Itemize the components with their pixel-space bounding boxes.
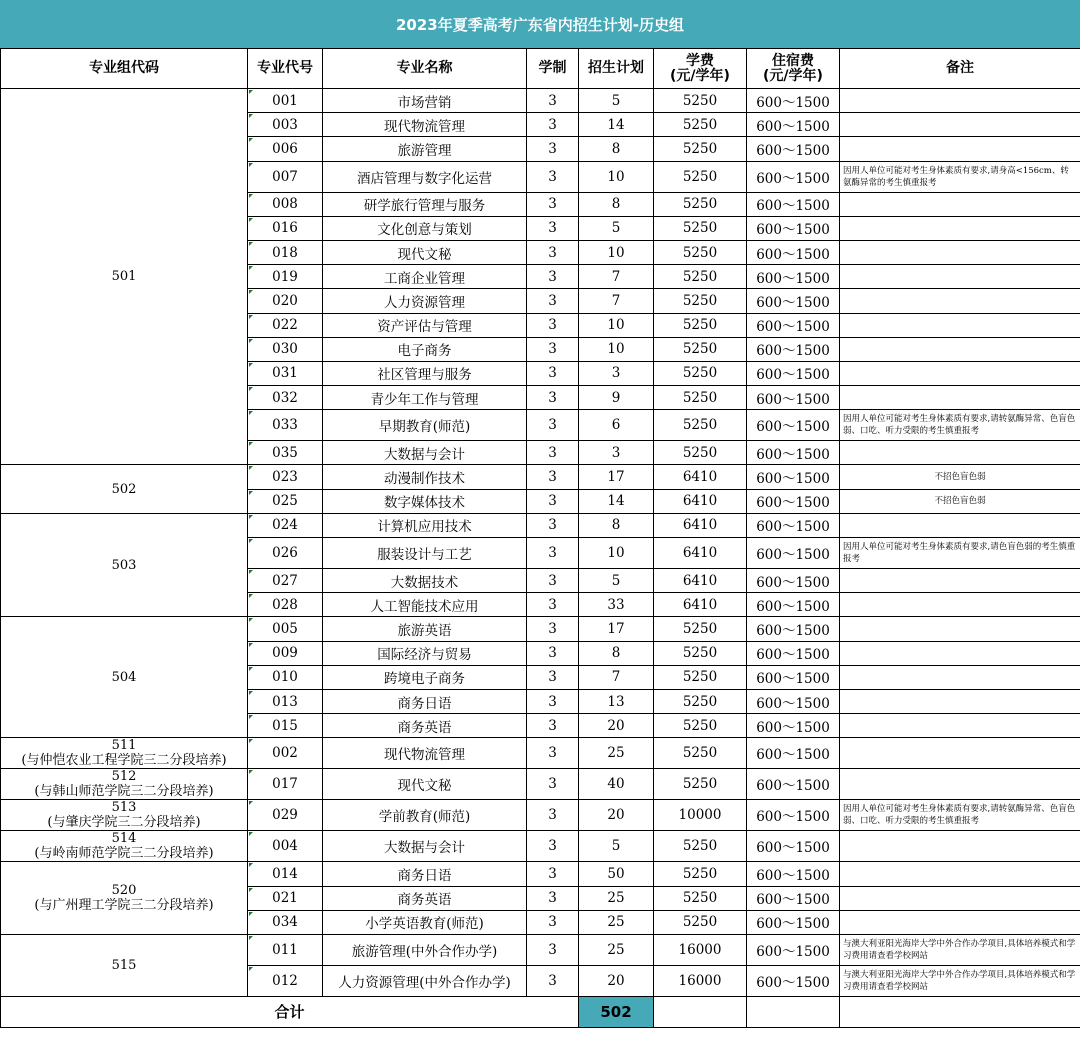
major-name-cell: 服装设计与工艺: [323, 538, 527, 569]
major-code-cell: 035: [248, 441, 323, 465]
dorm-cell: 600～1500: [747, 831, 840, 862]
tuition-cell: 5250: [654, 910, 747, 934]
table-row: [1, 513, 1080, 537]
header-dorm-line2: (元/学年): [763, 67, 823, 84]
dorm-cell: 600～1500: [747, 386, 840, 410]
duration-cell: 3: [527, 216, 579, 240]
duration-cell: 3: [527, 113, 579, 137]
tuition-cell: 5250: [654, 714, 747, 738]
major-code-cell: 025: [248, 489, 323, 513]
note-cell: 与澳大利亚阳光海岸大学中外合作办学项目,具体培养模式和学习费用请查看学校网站: [840, 934, 1080, 965]
note-cell: [840, 386, 1080, 410]
major-code-cell: 032: [248, 386, 323, 410]
dorm-cell: 600～1500: [747, 337, 840, 361]
tuition-cell: 5250: [654, 862, 747, 886]
major-name-cell: 市场营销: [323, 89, 527, 113]
plan-cell: 33: [579, 593, 654, 617]
major-name-cell: 国际经济与贸易: [323, 641, 527, 665]
group-code-cell: [1, 800, 248, 831]
tuition-cell: 5250: [654, 886, 747, 910]
header-tuition: [654, 49, 747, 89]
plan-cell: 25: [579, 886, 654, 910]
duration-cell: 3: [527, 313, 579, 337]
note-cell: [840, 89, 1080, 113]
header-dorm-line1: 住宿费: [772, 52, 814, 69]
duration-cell: 3: [527, 665, 579, 689]
total-label: 合计: [1, 996, 579, 1027]
dorm-cell: 600～1500: [747, 513, 840, 537]
duration-cell: 3: [527, 886, 579, 910]
major-name-cell: 早期教育(师范): [323, 410, 527, 441]
dorm-cell: 600～1500: [747, 441, 840, 465]
major-code-cell: 012: [248, 965, 323, 996]
duration-cell: 3: [527, 513, 579, 537]
dorm-cell: 600～1500: [747, 641, 840, 665]
tuition-cell: 5250: [654, 410, 747, 441]
major-name-cell: 青少年工作与管理: [323, 386, 527, 410]
duration-cell: 3: [527, 265, 579, 289]
tuition-cell: 5250: [654, 313, 747, 337]
header-plan: 招生计划: [579, 49, 654, 89]
dorm-cell: 600～1500: [747, 934, 840, 965]
note-cell: [840, 593, 1080, 617]
plan-cell: 10: [579, 240, 654, 264]
major-name-cell: 旅游英语: [323, 617, 527, 641]
major-code-cell: 026: [248, 538, 323, 569]
note-cell: [840, 641, 1080, 665]
tuition-cell: 6410: [654, 465, 747, 489]
table-row: [1, 465, 1080, 489]
plan-cell: 3: [579, 441, 654, 465]
plan-cell: 10: [579, 313, 654, 337]
major-code-cell: 005: [248, 617, 323, 641]
dorm-cell: 600～1500: [747, 265, 840, 289]
major-code-cell: 028: [248, 593, 323, 617]
note-cell: [840, 689, 1080, 713]
note-cell: 与澳大利亚阳光海岸大学中外合作办学项目,具体培养模式和学习费用请查看学校网站: [840, 965, 1080, 996]
total-value: 502: [579, 996, 654, 1027]
major-name-cell: 学前教育(师范): [323, 800, 527, 831]
table-row: [1, 89, 1080, 113]
note-cell: 不招色盲色弱: [840, 465, 1080, 489]
note-cell: 因用人单位可能对考生身体素质有要求,请转氨酶异常、色盲色弱、口吃、听力受限的考生慎重报考: [840, 800, 1080, 831]
group-number: 513: [111, 800, 137, 816]
major-code-cell: 022: [248, 313, 323, 337]
major-name-cell: 资产评估与管理: [323, 313, 527, 337]
plan-cell: 7: [579, 665, 654, 689]
dorm-cell: 600～1500: [747, 862, 840, 886]
duration-cell: 3: [527, 161, 579, 192]
major-name-cell: 计算机应用技术: [323, 513, 527, 537]
table-row: [1, 769, 1080, 800]
plan-cell: 6: [579, 410, 654, 441]
tuition-cell: 6410: [654, 538, 747, 569]
major-code-cell: 007: [248, 161, 323, 192]
plan-cell: 7: [579, 289, 654, 313]
note-cell: 因用人单位可能对考生身体素质有要求,请转氨酶异常、色盲色弱、口吃、听力受限的考生慎重报考: [840, 410, 1080, 441]
note-cell: 因用人单位可能对考生身体素质有要求,请色盲色弱的考生慎重报考: [840, 538, 1080, 569]
table-row: [1, 862, 1080, 886]
plan-cell: 7: [579, 265, 654, 289]
dorm-cell: 600～1500: [747, 240, 840, 264]
dorm-cell: 600～1500: [747, 689, 840, 713]
plan-cell: 17: [579, 617, 654, 641]
note-cell: [840, 910, 1080, 934]
tuition-cell: 5250: [654, 441, 747, 465]
group-code-cell: 501: [1, 89, 248, 465]
major-code-cell: 006: [248, 137, 323, 161]
note-cell: [840, 265, 1080, 289]
header-group-code: 专业组代码: [1, 49, 248, 89]
major-name-cell: 人工智能技术应用: [323, 593, 527, 617]
major-name-cell: 酒店管理与数字化运营: [323, 161, 527, 192]
dorm-cell: 600～1500: [747, 910, 840, 934]
major-name-cell: 人力资源管理(中外合作办学): [323, 965, 527, 996]
group-number: 514: [111, 831, 137, 847]
plan-cell: 10: [579, 337, 654, 361]
dorm-cell: 600～1500: [747, 617, 840, 641]
note-cell: [840, 862, 1080, 886]
major-code-cell: 030: [248, 337, 323, 361]
major-code-cell: 008: [248, 192, 323, 216]
table-row: [1, 934, 1080, 965]
note-cell: [840, 569, 1080, 593]
tuition-cell: 5250: [654, 361, 747, 385]
duration-cell: 3: [527, 689, 579, 713]
tuition-cell: 5250: [654, 665, 747, 689]
table-row: [1, 617, 1080, 641]
tuition-cell: 6410: [654, 489, 747, 513]
major-code-cell: 001: [248, 89, 323, 113]
group-partner: (与广州理工学院三二分段培养): [34, 898, 214, 914]
dorm-cell: 600～1500: [747, 489, 840, 513]
note-cell: [840, 361, 1080, 385]
duration-cell: 3: [527, 965, 579, 996]
note-cell: 因用人单位可能对考生身体素质有要求,请身高<156cm、转氨酶异常的考生慎重报考: [840, 161, 1080, 192]
duration-cell: 3: [527, 800, 579, 831]
tuition-cell: 5250: [654, 161, 747, 192]
major-name-cell: 大数据技术: [323, 569, 527, 593]
major-name-cell: 大数据与会计: [323, 831, 527, 862]
note-cell: [840, 665, 1080, 689]
plan-cell: 9: [579, 386, 654, 410]
duration-cell: 3: [527, 289, 579, 313]
group-partner: (与仲恺农业工程学院三二分段培养): [21, 753, 227, 769]
tuition-cell: 5250: [654, 289, 747, 313]
plan-cell: 10: [579, 538, 654, 569]
group-code-cell: 503: [1, 513, 248, 617]
plan-cell: 5: [579, 216, 654, 240]
major-code-cell: 010: [248, 665, 323, 689]
note-cell: 不招色盲色弱: [840, 489, 1080, 513]
major-code-cell: 021: [248, 886, 323, 910]
dorm-cell: 600～1500: [747, 714, 840, 738]
major-code-cell: 011: [248, 934, 323, 965]
major-name-cell: 现代物流管理: [323, 738, 527, 769]
duration-cell: 3: [527, 137, 579, 161]
group-code-cell: 515: [1, 934, 248, 996]
table-row: [1, 738, 1080, 769]
dorm-cell: 600～1500: [747, 289, 840, 313]
table-title: 2023年夏季高考广东省内招生计划-历史组: [0, 0, 1080, 48]
dorm-cell: 600～1500: [747, 410, 840, 441]
major-name-cell: 数字媒体技术: [323, 489, 527, 513]
major-code-cell: 029: [248, 800, 323, 831]
total-row: [1, 996, 1080, 1027]
note-cell: [840, 714, 1080, 738]
dorm-cell: 600～1500: [747, 216, 840, 240]
plan-cell: 14: [579, 113, 654, 137]
note-cell: [840, 441, 1080, 465]
major-code-cell: 013: [248, 689, 323, 713]
major-name-cell: 商务日语: [323, 689, 527, 713]
plan-cell: 17: [579, 465, 654, 489]
note-cell: [840, 617, 1080, 641]
major-name-cell: 动漫制作技术: [323, 465, 527, 489]
dorm-cell: 600～1500: [747, 313, 840, 337]
group-code-cell: [1, 769, 248, 800]
duration-cell: 3: [527, 862, 579, 886]
major-code-cell: 014: [248, 862, 323, 886]
plan-cell: 14: [579, 489, 654, 513]
plan-cell: 10: [579, 161, 654, 192]
major-code-cell: 017: [248, 769, 323, 800]
note-cell: [840, 738, 1080, 769]
major-code-cell: 020: [248, 289, 323, 313]
table-row: [1, 800, 1080, 831]
tuition-cell: 5250: [654, 113, 747, 137]
group-number: 511: [111, 738, 137, 754]
major-name-cell: 商务英语: [323, 714, 527, 738]
dorm-cell: 600～1500: [747, 965, 840, 996]
major-name-cell: 商务日语: [323, 862, 527, 886]
group-code-cell: 502: [1, 465, 248, 513]
note-cell: [840, 886, 1080, 910]
plan-cell: 20: [579, 800, 654, 831]
dorm-cell: 600～1500: [747, 886, 840, 910]
tuition-cell: 5250: [654, 689, 747, 713]
tuition-cell: 5250: [654, 192, 747, 216]
tuition-cell: 6410: [654, 569, 747, 593]
duration-cell: 3: [527, 489, 579, 513]
plan-cell: 8: [579, 513, 654, 537]
major-code-cell: 033: [248, 410, 323, 441]
group-partner: (与韩山师范学院三二分段培养): [34, 784, 214, 800]
duration-cell: 3: [527, 361, 579, 385]
plan-cell: 3: [579, 361, 654, 385]
duration-cell: 3: [527, 410, 579, 441]
plan-cell: 20: [579, 714, 654, 738]
duration-cell: 3: [527, 769, 579, 800]
duration-cell: 3: [527, 934, 579, 965]
plan-cell: 5: [579, 89, 654, 113]
header-tuition-line1: 学费: [686, 52, 714, 69]
group-code-cell: [1, 831, 248, 862]
major-name-cell: 现代文秘: [323, 240, 527, 264]
tuition-cell: 5250: [654, 386, 747, 410]
plan-cell: 8: [579, 641, 654, 665]
tuition-cell: 5250: [654, 769, 747, 800]
tuition-cell: 6410: [654, 513, 747, 537]
major-name-cell: 大数据与会计: [323, 441, 527, 465]
note-cell: [840, 113, 1080, 137]
duration-cell: 3: [527, 593, 579, 617]
header-duration: 学制: [527, 49, 579, 89]
dorm-cell: 600～1500: [747, 113, 840, 137]
duration-cell: 3: [527, 831, 579, 862]
dorm-cell: 600～1500: [747, 161, 840, 192]
major-name-cell: 工商企业管理: [323, 265, 527, 289]
duration-cell: 3: [527, 714, 579, 738]
major-name-cell: 旅游管理(中外合作办学): [323, 934, 527, 965]
dorm-cell: 600～1500: [747, 665, 840, 689]
plan-cell: 13: [579, 689, 654, 713]
tuition-cell: 5250: [654, 137, 747, 161]
major-code-cell: 031: [248, 361, 323, 385]
dorm-cell: 600～1500: [747, 738, 840, 769]
major-name-cell: 人力资源管理: [323, 289, 527, 313]
note-cell: [840, 769, 1080, 800]
admission-plan-table: [0, 48, 1080, 1028]
header-dorm: [747, 49, 840, 89]
major-code-cell: 003: [248, 113, 323, 137]
dorm-cell: 600～1500: [747, 593, 840, 617]
major-code-cell: 023: [248, 465, 323, 489]
header-note: 备注: [840, 49, 1080, 89]
tuition-cell: 5250: [654, 337, 747, 361]
major-name-cell: 跨境电子商务: [323, 665, 527, 689]
plan-cell: 40: [579, 769, 654, 800]
duration-cell: 3: [527, 738, 579, 769]
group-number: 520: [111, 883, 137, 899]
dorm-cell: 600～1500: [747, 569, 840, 593]
duration-cell: 3: [527, 441, 579, 465]
plan-cell: 5: [579, 831, 654, 862]
plan-cell: 8: [579, 137, 654, 161]
total-empty-cell: [654, 996, 747, 1027]
tuition-cell: 10000: [654, 800, 747, 831]
dorm-cell: 600～1500: [747, 465, 840, 489]
major-code-cell: 004: [248, 831, 323, 862]
duration-cell: 3: [527, 465, 579, 489]
header-major-code: 专业代号: [248, 49, 323, 89]
note-cell: [840, 240, 1080, 264]
major-code-cell: 024: [248, 513, 323, 537]
duration-cell: 3: [527, 538, 579, 569]
plan-cell: 25: [579, 738, 654, 769]
dorm-cell: 600～1500: [747, 192, 840, 216]
duration-cell: 3: [527, 386, 579, 410]
duration-cell: 3: [527, 641, 579, 665]
major-name-cell: 电子商务: [323, 337, 527, 361]
group-partner: (与岭南师范学院三二分段培养): [34, 846, 214, 862]
dorm-cell: 600～1500: [747, 89, 840, 113]
dorm-cell: 600～1500: [747, 361, 840, 385]
major-code-cell: 018: [248, 240, 323, 264]
major-code-cell: 015: [248, 714, 323, 738]
note-cell: [840, 313, 1080, 337]
group-partner: (与肇庆学院三二分段培养): [47, 815, 201, 831]
group-number: 512: [111, 769, 137, 785]
plan-cell: 25: [579, 934, 654, 965]
note-cell: [840, 831, 1080, 862]
major-name-cell: 文化创意与策划: [323, 216, 527, 240]
tuition-cell: 16000: [654, 934, 747, 965]
tuition-cell: 5250: [654, 641, 747, 665]
tuition-cell: 5250: [654, 617, 747, 641]
header-tuition-line2: (元/学年): [670, 67, 730, 84]
dorm-cell: 600～1500: [747, 769, 840, 800]
plan-cell: 25: [579, 910, 654, 934]
major-code-cell: 019: [248, 265, 323, 289]
table-row: [1, 831, 1080, 862]
duration-cell: 3: [527, 910, 579, 934]
duration-cell: 3: [527, 569, 579, 593]
tuition-cell: 5250: [654, 216, 747, 240]
duration-cell: 3: [527, 617, 579, 641]
header-row: [1, 49, 1080, 89]
major-code-cell: 027: [248, 569, 323, 593]
major-name-cell: 社区管理与服务: [323, 361, 527, 385]
group-code-cell: 504: [1, 617, 248, 738]
group-code-cell: [1, 738, 248, 769]
group-code-cell: [1, 862, 248, 935]
tuition-cell: 5250: [654, 831, 747, 862]
header-major-name: 专业名称: [323, 49, 527, 89]
tuition-cell: 5250: [654, 265, 747, 289]
tuition-cell: 16000: [654, 965, 747, 996]
major-name-cell: 现代文秘: [323, 769, 527, 800]
total-empty-cell: [840, 996, 1080, 1027]
duration-cell: 3: [527, 192, 579, 216]
dorm-cell: 600～1500: [747, 137, 840, 161]
note-cell: [840, 192, 1080, 216]
note-cell: [840, 513, 1080, 537]
plan-cell: 50: [579, 862, 654, 886]
duration-cell: 3: [527, 89, 579, 113]
note-cell: [840, 216, 1080, 240]
major-code-cell: 016: [248, 216, 323, 240]
dorm-cell: 600～1500: [747, 538, 840, 569]
note-cell: [840, 137, 1080, 161]
major-name-cell: 旅游管理: [323, 137, 527, 161]
dorm-cell: 600～1500: [747, 800, 840, 831]
plan-cell: 20: [579, 965, 654, 996]
major-code-cell: 009: [248, 641, 323, 665]
note-cell: [840, 289, 1080, 313]
duration-cell: 3: [527, 240, 579, 264]
plan-cell: 8: [579, 192, 654, 216]
plan-cell: 5: [579, 569, 654, 593]
major-code-cell: 034: [248, 910, 323, 934]
tuition-cell: 6410: [654, 593, 747, 617]
major-code-cell: 002: [248, 738, 323, 769]
duration-cell: 3: [527, 337, 579, 361]
tuition-cell: 5250: [654, 240, 747, 264]
tuition-cell: 5250: [654, 89, 747, 113]
total-empty-cell: [747, 996, 840, 1027]
major-name-cell: 商务英语: [323, 886, 527, 910]
major-name-cell: 研学旅行管理与服务: [323, 192, 527, 216]
tuition-cell: 5250: [654, 738, 747, 769]
major-name-cell: 现代物流管理: [323, 113, 527, 137]
major-name-cell: 小学英语教育(师范): [323, 910, 527, 934]
note-cell: [840, 337, 1080, 361]
